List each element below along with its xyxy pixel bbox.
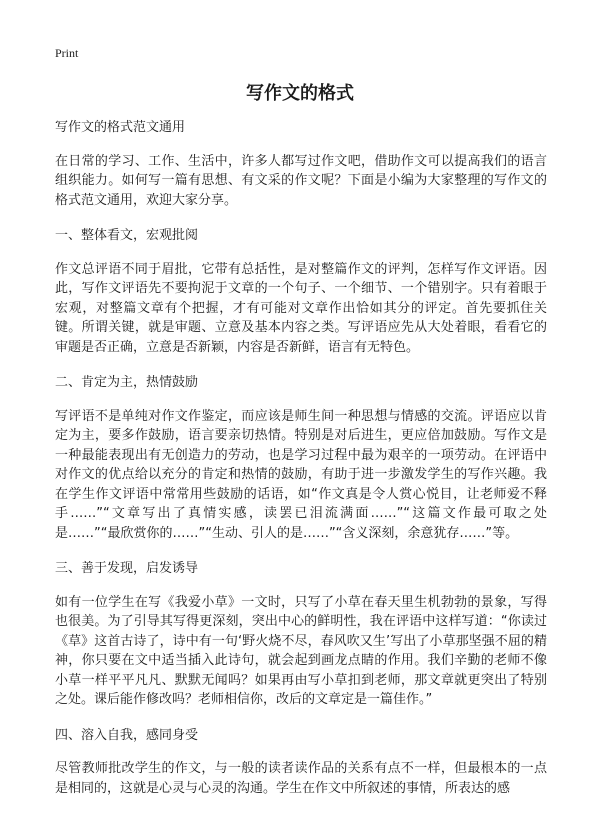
section-heading-1: 一、整体看文，宏观批阅 [55,228,199,243]
article-body [55,118,547,814]
section-heading-2: 二、肯定为主，热情鼓励 [55,375,199,390]
print-link[interactable]: Print [55,46,79,60]
intro-paragraph: 在日常的学习、工作、生活中，许多人都写过作文吧，借助作文可以提高我们的语言组织能力。如何写一篇有思想、有文采的作文呢？下面是小编为大家整理的写作文的格式范文通用，欢迎大家分享。 [55,153,547,208]
section-body-1: 作文总评语不同于眉批，它带有总括性，是对整篇作文的评判，怎样写作文评语。因此，写作文评语先不要拘泥于文章的一个句子、一个细节、一个错别字。只有着眼于宏观，对整篇文章有个把握，才有可能对文章作出恰如其分的评定。首先要抓住关键。所谓关键，就是审题、立意及基本内容之类。写评语应先从大处着眼，看看它的审题是否正确，立意是否新颖，内容是否新鲜，语言有无特色。 [55,261,547,355]
page-title: 写作文的格式 [246,83,354,104]
section-body-4: 尽管教师批改学生的作文，与一般的读者读作品的关系有点不一样，但最根本的一点是相同的，这就是心灵与心灵的沟通。学生在作文中所叙述的事情，所表达的感 [55,761,547,796]
section-body-3: 如有一位学生在写《我爱小草》一文时，只写了小草在春天里生机勃勃的景象，写得也很美。为了引导其写得更深刻，突出中心的鲜明性，我在评语中这样写道：“你读过《草》这首古诗了，诗中有一句‘野火烧不尽，春风吹又生’写出了小草那坚强不屈的精神，你只要在文中适当插入此诗句，就会起到画龙点睛的作用。我们辛勤的老师不像小草一样平平凡凡、默默无闻吗？如果再由写小草扣到老师，那文章就更突出了特别之处。课后能作修改吗？老师相信你，改后的文章定是一篇佳作。” [55,594,547,707]
section-body-2: 写评语不是单纯对作文作鉴定，而应该是师生间一种思想与情感的交流。评语应以肯定为主，要多作鼓励，语言要亲切热情。特别是对后进生，更应倍加鼓励。写作文是一种最能表现出有无创造力的劳动，也是学习过程中最为艰辛的一项劳动。在评语中对作文的优点给以充分的肯定和热情的鼓励，有助于进一步激发学生的写作兴趣。我在学生作文评语中常常用些鼓励的话语，如“作文真是令人赏心悦目，让老师爱不释手……”“文章写出了真情实感，读罢已泪流满面……”“这篇文作最可取之处是……”“最欣赏你的……”“生动、引人的是……”“含义深刻，余意犹存……”等。 [55,408,547,541]
article-subtitle: 写作文的格式范文通用 [55,120,186,135]
section-heading-3: 三、善于发现，启发诱导 [55,561,199,576]
section-heading-4: 四、溶入自我，感同身受 [55,727,199,743]
